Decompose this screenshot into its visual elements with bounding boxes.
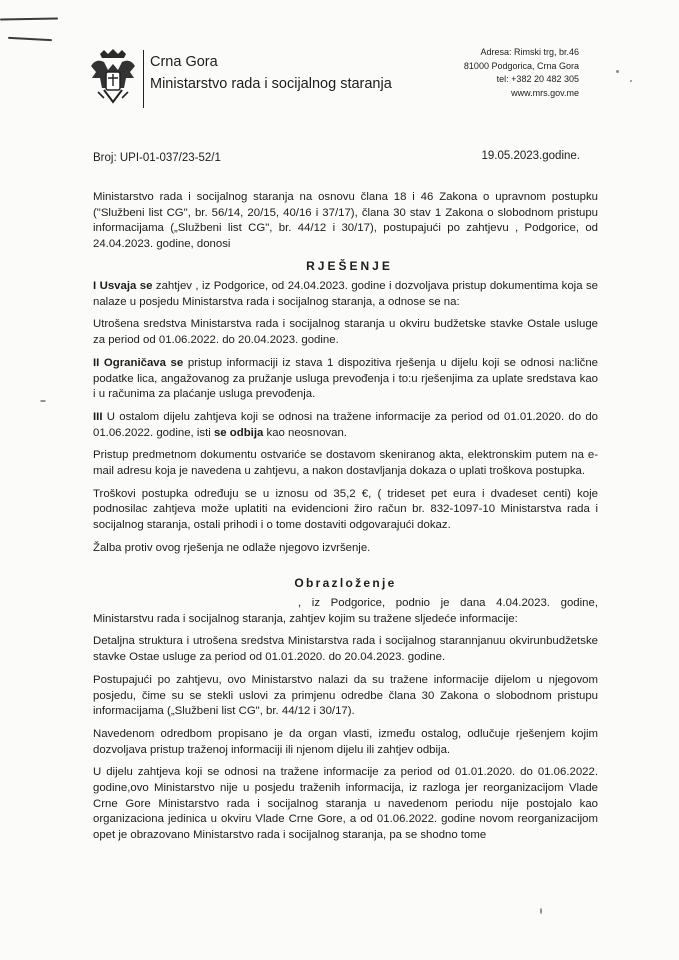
decision-point-2 xyxy=(93,356,598,403)
reasoning-title: Obrazloženje xyxy=(294,576,397,590)
country-name: Crna Gora xyxy=(150,54,218,70)
decision-title: RJEŠENJE xyxy=(306,259,393,273)
scan-speck xyxy=(630,80,632,82)
pen-mark xyxy=(8,37,52,41)
decision-point-3-lead: III xyxy=(93,410,103,423)
phone: tel: +382 20 482 305 xyxy=(496,74,579,84)
address: Adresa: Rimski trg, br.46 xyxy=(480,47,579,57)
reasoning-body xyxy=(93,596,598,851)
decision-point-3 xyxy=(93,410,598,441)
document-date: 19.05.2023.godine. xyxy=(481,150,580,162)
reasoning-paragraph-5: U dijelu zahtjeva koji se odnosi na tražene informacije za period od 01.01.2020. do 01.06.2022. godine,ovo Ministarstvo nije u posjedu traženih informacija, iz razloga jer reorganizacijom Vlade Crne Gore Ministarstvo rada i socijalnog staranja u navedenom periodu nije postojalo kao organizaciona jedinica u okviru Vlade Crne Gore, a od 01.06.2022. godine novom reorganizacijom opet je obrazovano Ministarstvo rada i socijalnog staranja, pa se shodno tome xyxy=(93,766,598,842)
coat-of-arms-icon xyxy=(88,48,138,108)
decision-point-2-lead: II Ograničava se xyxy=(93,356,184,369)
postal-address: 81000 Podgorica, Crna Gora xyxy=(463,60,579,71)
decision-scope: Utrošena sredstva Ministarstva rada i socijalnog staranja u okviru budžetske stavke Ostale usluge za period od 01.06.2022. do 20.04.2023. godine. xyxy=(93,318,598,347)
decision-body xyxy=(93,279,598,564)
decision-point-2-text: pristup informaciji iz stava 1 dispozitiva rješenja u dijelu koji se odnosi na:lične podatke lica, angažovanog za pružanje usluga prevođenja i to:u rješenjima za uplate sredstava kao i u računima za plaćanje usluga prevođenja. xyxy=(93,356,598,401)
decision-point-3-text-b: kao neosnovan. xyxy=(266,426,347,439)
decision-point-3-text-a: U ostalom dijelu zahtjeva koji se odnosi na tražene informacije za period od 01.01.2020. do do 01.06.2022. godine, isti xyxy=(93,410,599,439)
decision-point-3-bold: se odbija xyxy=(213,426,264,439)
reference-number: Broj: UPI-01-037/23-52/1 xyxy=(93,152,221,164)
reasoning-paragraph-4: Navedenom odredbom propisano je da organ vlasti, između ostalog, odlučuje rješenjem kojim dozvoljava pristup traženoj informaciji ili njenom dijelu ili zahtjev odbija. xyxy=(93,727,598,756)
scan-speck xyxy=(616,70,619,73)
decision-point-1 xyxy=(93,279,598,310)
pen-mark xyxy=(0,17,58,20)
website: www.mrs.gov.me xyxy=(511,87,579,98)
header-divider xyxy=(143,50,144,108)
decision-point-1-lead: I Usvaja se xyxy=(93,280,153,292)
access-paragraph: Pristup predmetnom dokumentu ostvariće se dostavom skeniranog akta, elektronskim putem na e-mail adresu koja je navedena u zahtjevu, a nakon dostavljanja dokaza o uplati troškova postupka. xyxy=(93,449,598,478)
reasoning-paragraph-1: , iz Podgorice, podnio je dana 4.04.2023. godine, Ministarstvu rada i socijalnog staranja, zahtjev kojim su tražene sljedeće informacije: xyxy=(93,597,598,625)
decision-point-1-text: zahtjev , iz Podgorice, od 24.04.2023. godine i dozvoljava pristup dokumentima koja se nalaze u posjedu Ministarstva rada i socijalnog staranja, a odnose se na: xyxy=(93,280,599,308)
appeal-paragraph: Žalba protiv ovog rješenja ne odlaže njegovo izvršenje. xyxy=(93,541,371,554)
ministry-name: Ministarstvo rada i socijalnog staranja xyxy=(150,76,392,92)
reasoning-paragraph-2: Detaljna struktura i utrošena sredstva Ministarstva rada i socijalnog starannjanuu okvirunbudžetske stavke Ostae usluge za period od 01.01.2020. do 20.04.2023. godine. xyxy=(93,635,598,664)
costs-paragraph: Troškovi postupka određuju se u iznosu od 35,2 €, ( trideset pet eura i dvadeset centi) koje podnosilac zahtjeva može uplatiti na evidencioni žiro račun br. 832-1097-10 Ministarstva rada i socijalnog staranja, ostali prihodi i o tome dostaviti odgovarajući dokaz. xyxy=(93,487,598,532)
scan-speck xyxy=(540,908,542,914)
intro-paragraph xyxy=(93,190,598,260)
contact-block xyxy=(464,46,579,100)
reasoning-paragraph-3: Postupajući po zahtjevu, ovo Ministarstvo nalazi da su tražene informacije dijelom u njegovom posjedu, čime su se stekli uslovi za primjenu odredbe člana 30 Zakona o slobodnom pristupu informacijama („Službeni list CG", br. 44/12 i 30/17). xyxy=(93,673,598,718)
scan-speck xyxy=(40,400,46,402)
intro-text: Ministarstvo rada i socijalnog staranja na osnovu člana 18 i 46 Zakona o upravnom postupku ("Službeni list CG", br. 56/14, 20/15, 40/16 i 37/17), člana 30 stav 1 Zakona o slobodnom pristupu informacijama („Službeni list CG", br. 44/12 i 30/17), postupajući po zahtjevu , Podgorice, od 24.04.2023. godine, donosi xyxy=(93,191,598,251)
